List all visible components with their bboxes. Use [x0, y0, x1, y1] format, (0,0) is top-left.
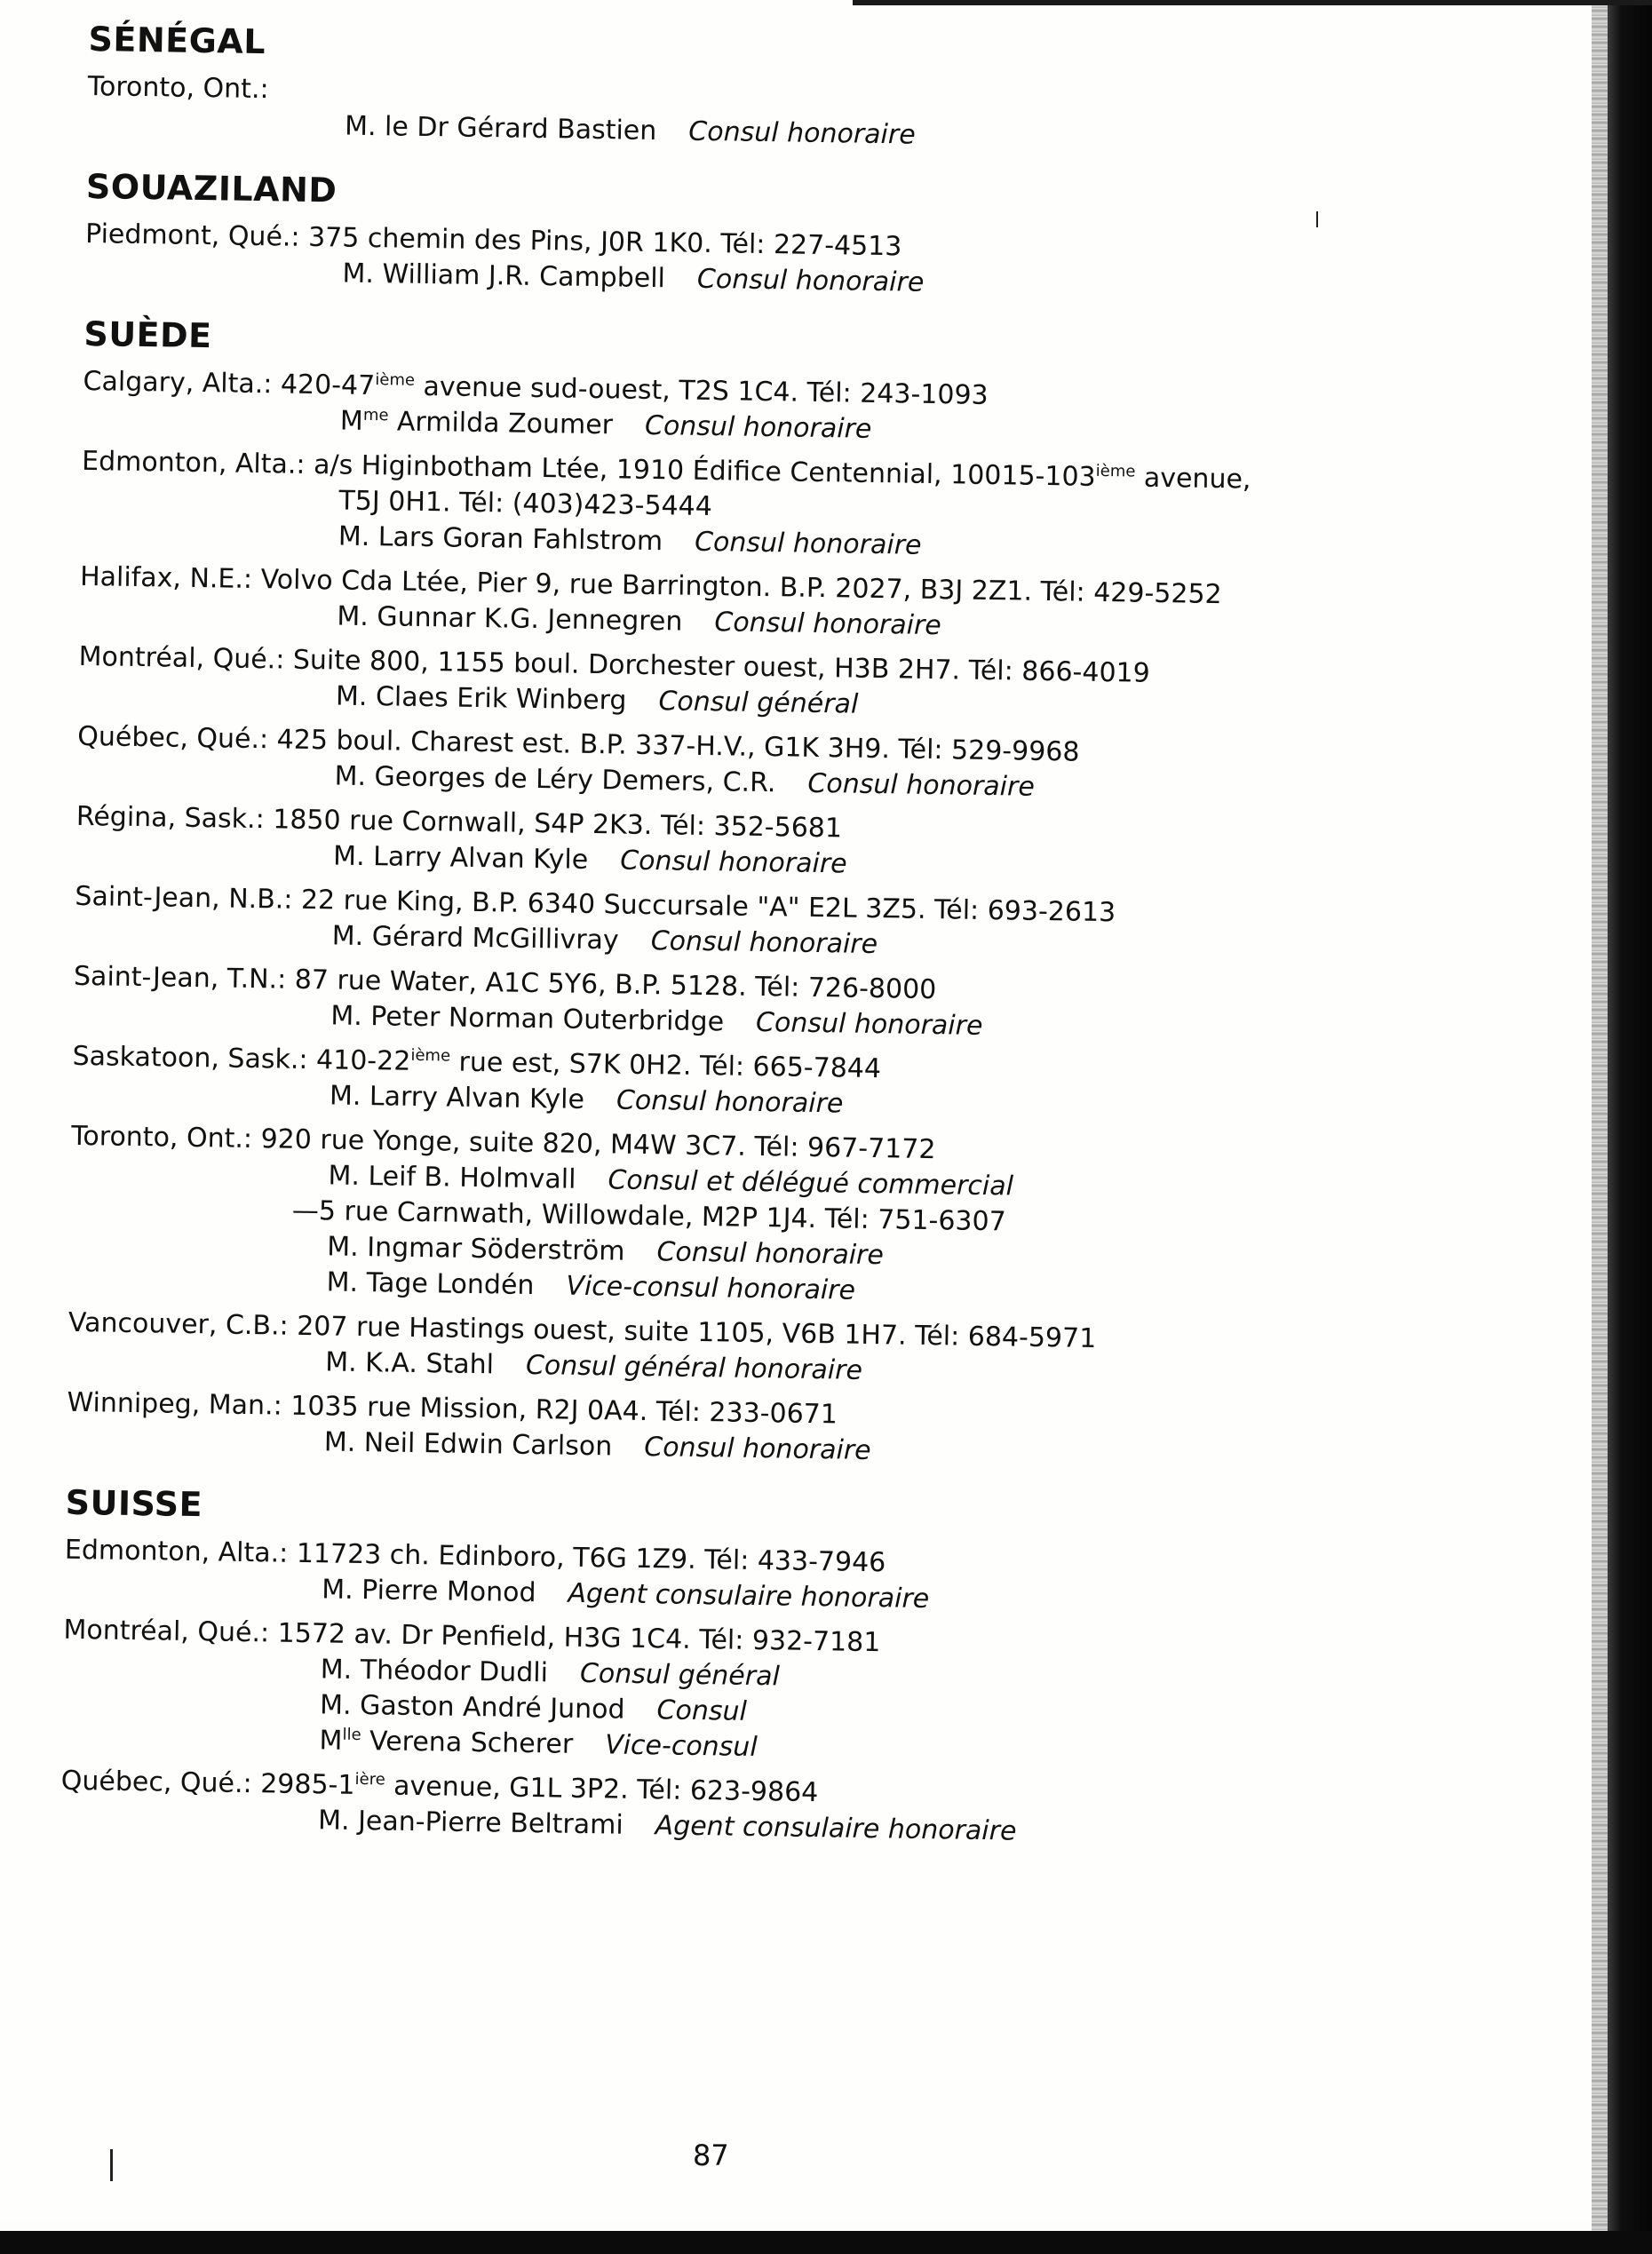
city-label: Edmonton, Alta.: — [64, 1534, 289, 1569]
city-label: Montréal, Qué.: — [63, 1614, 270, 1649]
address: 11723 ch. Edinboro, T6G 1Z9. Tél: 433-7946 — [296, 1537, 886, 1579]
city-label: Calgary, Alta.: — [83, 365, 273, 401]
consulate-entry — [75, 799, 1346, 890]
consul-name: M. K.A. Stahl — [324, 1346, 495, 1381]
address: 920 rue Yonge, suite 820, M4W 3C7. Tél: 967-7172 — [260, 1123, 936, 1166]
consul-title: Consul honoraire — [807, 767, 1036, 803]
consul-title: Consul honoraire — [650, 925, 878, 961]
country-heading: SOUAZILAND — [85, 166, 338, 210]
consul-name: $M^{lle}$ Verena Scherer — [319, 1725, 574, 1760]
consul-title: Consul honoraire — [714, 607, 942, 642]
scan-edge-right — [1608, 0, 1652, 2254]
consul-title: Consul honoraire — [656, 1236, 885, 1272]
country-section — [60, 1481, 1336, 1854]
city-label: Saint-Jean, T.N.: — [73, 960, 287, 996]
consul-title: Consul général honoraire — [525, 1349, 863, 1386]
address: 420-47ième avenue sud-ouest, T2S 1C4. Tél: 243-1093 — [280, 369, 989, 411]
consulate-entry — [87, 69, 1358, 160]
page-number: 87 — [693, 2139, 729, 2172]
city-label: Edmonton, Alta.: — [81, 445, 306, 480]
address: $2985-1^{ière}$ avenue, G1L 3P2. Tél: 623-9864 — [259, 1768, 819, 1809]
consul-title: Consul — [656, 1694, 748, 1727]
consulate-entry — [72, 1039, 1343, 1130]
consulate-entry — [67, 1385, 1338, 1476]
consul-name: M. Gaston André Junod — [319, 1689, 625, 1726]
consulate-entry — [84, 217, 1355, 307]
consul-name: M. Gérard McGillivray — [331, 920, 619, 956]
consul-name: $M^{me}$ Armilda Zoumer — [339, 405, 614, 441]
consulate-entry — [81, 444, 1353, 570]
consul-name: M. Gunnar K.G. Jennegren — [337, 600, 683, 638]
consul-name: M. Leif B. Holmvall — [328, 1160, 576, 1195]
address: Suite 800, 1155 boul. Dorchester ouest, H3B 2H7. Tél: 866-4019 — [292, 644, 1150, 689]
scan-edge-top — [853, 0, 1652, 5]
consul-title: Consul général — [658, 686, 859, 720]
consulate-entry — [60, 1764, 1331, 1854]
country-section — [67, 313, 1354, 1476]
country-section — [84, 165, 1356, 307]
city-label: Winnipeg, Man.: — [67, 1386, 282, 1422]
consulate-entry — [64, 1533, 1335, 1623]
consul-title: Consul honoraire — [755, 1006, 983, 1042]
consul-title: Consul général — [579, 1657, 781, 1693]
consul-title: Consul et délégué commercial — [608, 1164, 1014, 1202]
consulate-entry — [68, 1306, 1338, 1396]
city-label: Toronto, Ont.: — [70, 1120, 253, 1155]
consul-title: Agent consulaire honoraire — [655, 1810, 1017, 1847]
country-heading: SUÈDE — [83, 313, 212, 356]
scan-edge-strip — [1592, 0, 1608, 2254]
consul-title: Consul honoraire — [644, 409, 872, 445]
city-label: Vancouver, C.B.: — [68, 1306, 289, 1342]
consul-title: Consul honoraire — [616, 1084, 844, 1120]
consul-title: Consul honoraire — [688, 115, 916, 151]
consul-title: Vice-consul honoraire — [566, 1270, 856, 1306]
consul-title: Consul honoraire — [696, 263, 925, 298]
consulate-entry — [79, 560, 1350, 650]
address-continuation: T5J 0H1. Tél: (403)423-5444 — [338, 485, 713, 523]
city-label: Montréal, Qué.: — [78, 640, 285, 676]
city-label: Québec, Qué.: — [77, 720, 269, 756]
consul-title: Consul honoraire — [694, 526, 922, 561]
city-label: Halifax, N.E.: — [79, 560, 253, 595]
city-label: Saskatoon, Sask.: — [72, 1040, 308, 1076]
consulate-entry — [73, 959, 1344, 1050]
consulate-entry — [78, 639, 1349, 730]
address: 207 rue Hastings ouest, suite 1105, V6B 1H7. Tél: 684-5971 — [296, 1310, 1097, 1354]
consul-name: M. Larry Alvan Kyle — [329, 1080, 585, 1115]
consulate-entry — [76, 719, 1347, 810]
country-section — [87, 18, 1359, 160]
consulate-entry — [83, 364, 1354, 455]
consul-name: M. Jean-Pierre Beltrami — [317, 1805, 623, 1841]
address: 1572 av. Dr Penfield, H3G 1C4. Tél: 932-7181 — [277, 1617, 881, 1659]
consul-title: Agent consulaire honoraire — [568, 1577, 930, 1615]
directory-content — [60, 18, 1358, 1879]
city-label: Saint-Jean, N.B.: — [75, 880, 293, 916]
consulate-entry — [75, 879, 1346, 970]
consul-name: M. Théodor Dudli — [320, 1654, 549, 1689]
consul-title: Consul honoraire — [644, 1432, 871, 1467]
address: 1850 rue Cornwall, S4P 2K3. Tél: 352-5681 — [272, 804, 843, 845]
consul-name: M. Georges de Léry Demers, C.R. — [334, 760, 776, 799]
consul-title: Consul honoraire — [619, 845, 847, 880]
consul-title: Vice-consul — [604, 1729, 758, 1764]
consul-name: M. Tage Londén — [326, 1266, 535, 1302]
city-label: Piedmont, Qué.: — [84, 218, 300, 253]
city-label: Toronto, Ont.: — [87, 70, 269, 106]
address: a/s Higinbotham Ltée, 1910 Édifice Centennial, 10015-103ième avenue, — [313, 449, 1251, 496]
consul-name: M. Larry Alvan Kyle — [332, 840, 589, 876]
sub-address: —5 rue Carnwath, Willowdale, M2P 1J4. Tél: 751-6307 — [291, 1194, 1006, 1238]
address: 425 boul. Charest est. B.P. 337-H.V., G1K 3H9. Tél: 529-9968 — [276, 724, 1080, 768]
scan-mark — [110, 2149, 113, 2181]
consul-name: M. Neil Edwin Carlson — [323, 1426, 613, 1463]
address: 410-22ième rue est, S7K 0H2. Tél: 665-7844 — [315, 1044, 882, 1085]
address: 1035 rue Mission, R2J 0A4. Tél: 233-0671 — [290, 1390, 838, 1431]
scan-edge-bottom — [0, 2231, 1652, 2254]
city-label: Québec, Qué.: — [60, 1765, 252, 1800]
address: 87 rue Water, A1C 5Y6, B.P. 5128. Tél: 726-8000 — [294, 964, 937, 1006]
consul-name: M. Lars Goran Fahlstrom — [338, 520, 663, 558]
consul-name: M. Ingmar Söderström — [327, 1231, 625, 1267]
consul-name: M. William J.R. Campbell — [342, 258, 666, 295]
consul-name: M. Peter Norman Outerbridge — [330, 1000, 725, 1038]
address: 375 chemin des Pins, J0R 1K0. Tél: 227-4513 — [307, 221, 902, 263]
city-label: Régina, Sask.: — [75, 800, 265, 836]
consul-name: M. Pierre Monod — [321, 1574, 536, 1609]
address: Volvo Cda Ltée, Pier 9, rue Barrington. B.P. 2027, B3J 2Z1. Tél: 429-5252 — [260, 564, 1222, 611]
consul-name: M. le Dr Gérard Bastien — [344, 110, 657, 147]
country-heading: SUISSE — [65, 1482, 203, 1525]
consulate-entry — [68, 1119, 1341, 1316]
country-heading: SÉNÉGAL — [88, 19, 266, 62]
consul-name: M. Claes Erik Winberg — [335, 680, 627, 717]
consulate-entry — [61, 1613, 1333, 1774]
address: 22 rue King, B.P. 6340 Succursale "A" E2L 3Z5. Tél: 693-2613 — [300, 884, 1116, 929]
